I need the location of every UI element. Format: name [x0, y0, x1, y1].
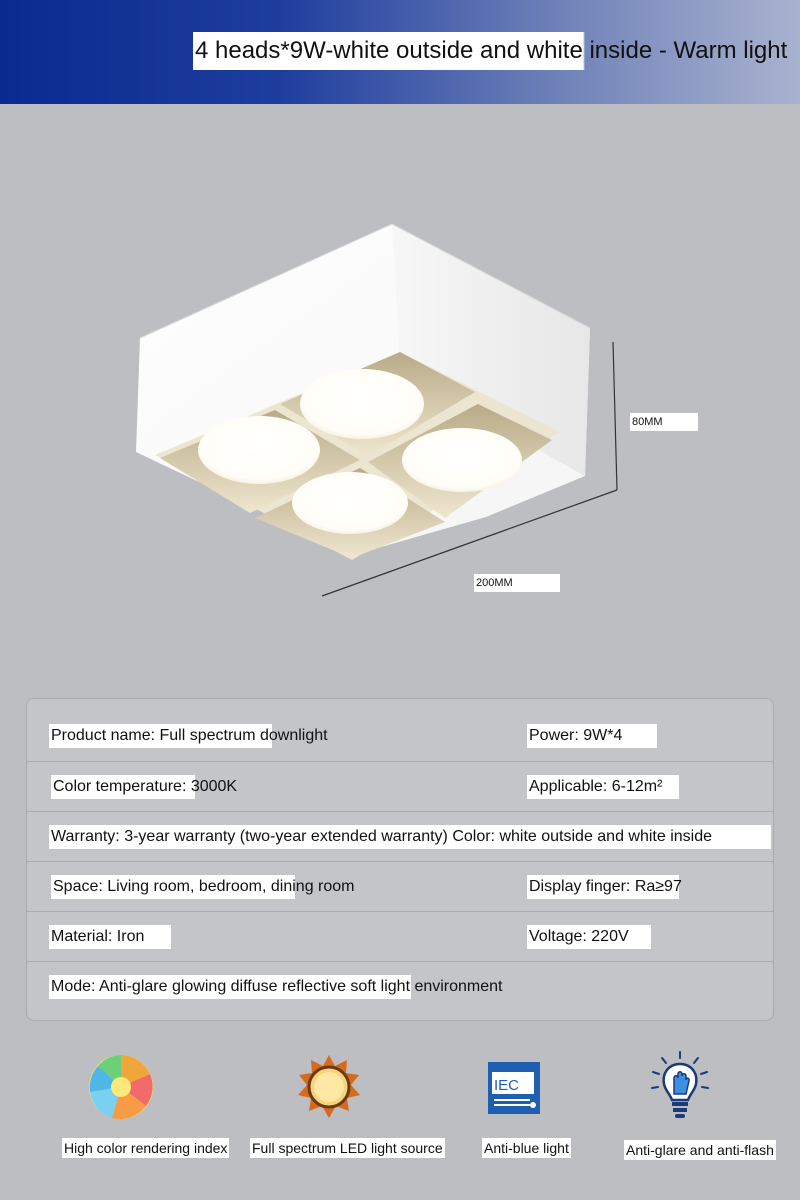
feature-item: [200, 1040, 443, 1200]
title-banner: [0, 0, 800, 104]
feature-list: [0, 1040, 800, 1200]
product-variant-title: 4 heads*9W-white outside and white inside - Warm light: [193, 32, 787, 70]
width-dimension-label: 200MM: [474, 574, 560, 592]
spec-warranty-color: Warranty: 3-year warranty (two-year extended warranty) Color: white outside and white inside: [49, 825, 771, 849]
led-lens: [402, 428, 522, 492]
spec-voltage: Voltage: 220V: [527, 925, 651, 949]
feature-item: [600, 1040, 800, 1200]
spec-row: [27, 861, 773, 912]
spec-row: [27, 761, 773, 812]
spec-power: Power: 9W*4: [527, 724, 657, 748]
feature-label: High color rendering index: [64, 1140, 228, 1156]
feature-item: [0, 1040, 228, 1200]
downlight-image: [0, 104, 800, 684]
product-illustration: [0, 104, 800, 684]
spec-material: Material: Iron: [49, 925, 171, 949]
led-lens: [292, 472, 408, 534]
color-wheel-icon: [88, 1054, 154, 1120]
spec-row: [27, 811, 773, 862]
spec-row: [27, 961, 773, 1012]
spec-display-finger: Display finger: Ra≥97: [527, 875, 679, 899]
led-lens: [300, 369, 424, 439]
feature-label: Anti-glare and anti-flash: [626, 1142, 774, 1158]
spec-color-temperature: Color temperature: 3000K: [51, 775, 195, 799]
feature-label: Full spectrum LED light source: [252, 1140, 443, 1156]
spec-row: [27, 911, 773, 962]
spec-product-name: Product name: Full spectrum downlight: [49, 724, 272, 748]
spec-mode: Mode: Anti-glare glowing diffuse reflective soft light environment: [49, 975, 411, 999]
iec-text: IEC: [494, 1077, 520, 1094]
specifications-table: [26, 698, 774, 1021]
hand-bulb-icon: [648, 1050, 712, 1120]
iec-certificate-icon: [486, 1060, 542, 1116]
feature-item: [400, 1040, 600, 1200]
led-lens: [198, 416, 320, 484]
spec-space: Space: Living room, bedroom, dining room: [51, 875, 295, 899]
feature-label: Anti-blue light: [484, 1140, 569, 1156]
height-dimension-label: 80MM: [630, 413, 698, 431]
spec-row: [27, 711, 773, 761]
sun-icon: [296, 1054, 362, 1120]
height-dimension-line: [613, 342, 617, 490]
spec-applicable: Applicable: 6-12m²: [527, 775, 679, 799]
